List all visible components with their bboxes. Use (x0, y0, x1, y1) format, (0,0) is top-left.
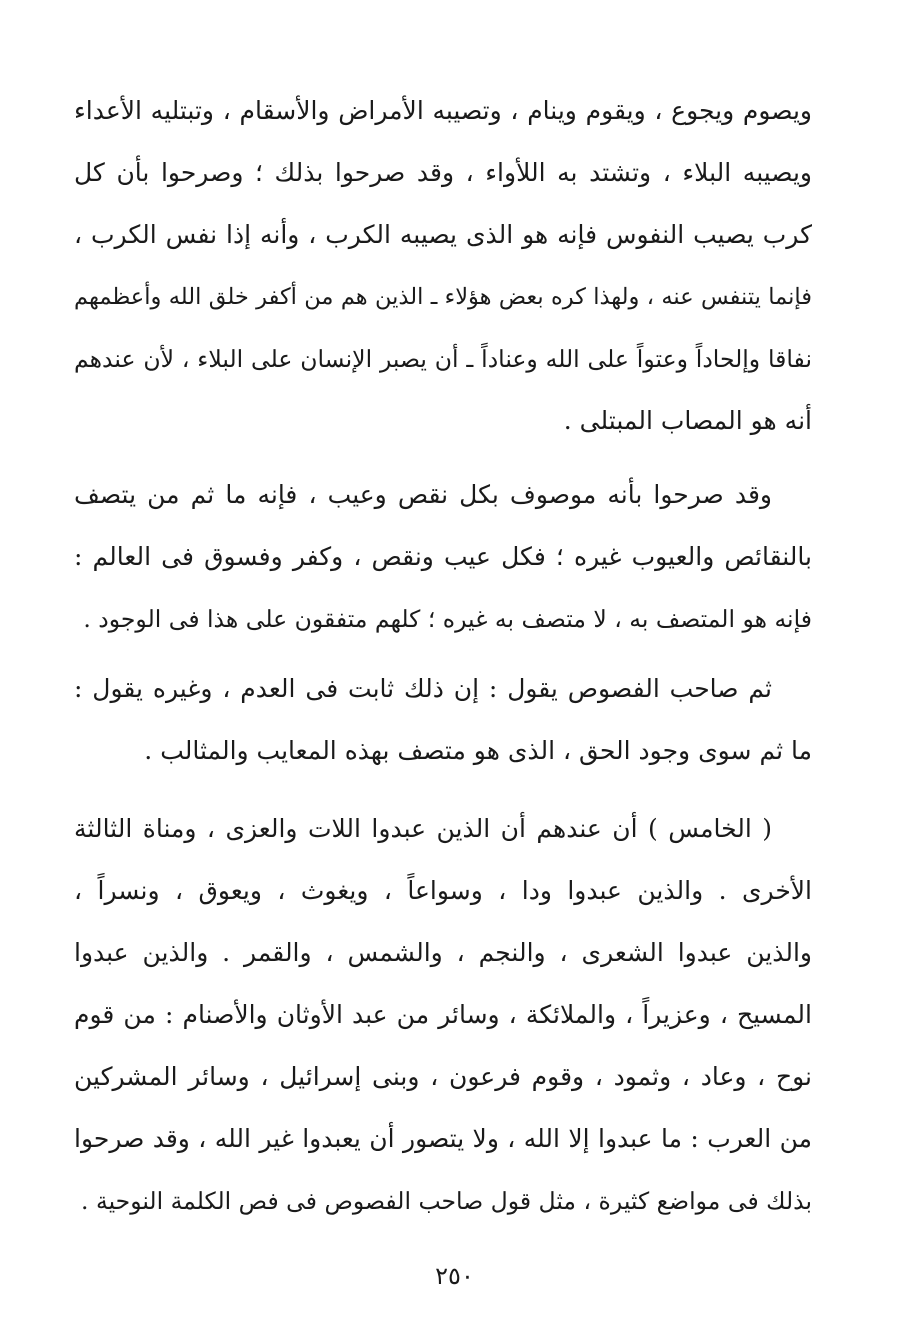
text-line: ما ثم سوى وجود الحق ، الذى هو متصف بهذه المعايب والمثالب . (144, 736, 812, 765)
text-line: بذلك فى مواضع كثيرة ، مثل قول صاحب الفصوص فى فص الكلمة النوحية . (81, 1187, 812, 1215)
text-line: نفاقا وإلحاداً وعتواً على الله وعناداً ـ أن يصبر الإنسان على البلاء ، لأن عندهم (74, 345, 812, 373)
text-line: نوح ، وعاد ، وثمود ، وقوم فرعون ، وبنى إسرائيل ، وسائر المشركين (74, 1062, 812, 1091)
text-line: ثم صاحب الفصوص يقول : إن ذلك ثابت فى العدم ، وغيره يقول : (74, 674, 772, 703)
text-line: ويصيبه البلاء ، وتشتد به اللأواء ، وقد صرحوا بذلك ؛ وصرحوا بأن كل (74, 158, 812, 187)
text-line: من العرب : ما عبدوا إلا الله ، ولا يتصور أن يعبدوا غير الله ، وقد صرحوا (74, 1124, 812, 1153)
text-line: فإنما يتنفس عنه ، ولهذا كره بعض هؤلاء ـ الذين هم من أكفر خلق الله وأعظمهم (74, 284, 812, 310)
text-line: أنه هو المصاب المبتلى . (563, 406, 812, 435)
text-line: وقد صرحوا بأنه موصوف بكل نقص وعيب ، فإنه ما ثم من يتصف (74, 480, 772, 509)
paragraph-2 (74, 464, 812, 650)
page-number: ٢٥٠ (435, 1262, 474, 1290)
text-line: المسيح ، وعزيراً ، والملائكة ، وسائر من عبد الأوثان والأصنام : من قوم (74, 1000, 812, 1029)
text-line: والذين عبدوا الشعرى ، والنجم ، والشمس ، والقمر . والذين عبدوا (74, 938, 812, 967)
paragraph-4 (74, 798, 812, 1232)
text-line: الأخرى . والذين عبدوا ودا ، وسواعاً ، ويغوث ، ويعوق ، ونسراً ، (74, 876, 812, 905)
text-line: فإنه هو المتصف به ، لا متصف به غيره ؛ كلهم متفقون على هذا فى الوجود . (83, 605, 812, 633)
text-line: ( الخامس ) أن عندهم أن الذين عبدوا اللات والعزى ، ومناة الثالثة (74, 814, 772, 843)
paragraph-3 (74, 658, 812, 782)
paragraph-1 (74, 80, 812, 452)
text-line: كرب يصيب النفوس فإنه هو الذى يصيبه الكرب ، وأنه إذا نفس الكرب ، (74, 220, 812, 249)
text-line: بالنقائص والعيوب غيره ؛ فكل عيب ونقص ، وكفر وفسوق فى العالم : (74, 542, 812, 571)
text-line: ويصوم ويجوع ، ويقوم وينام ، وتصيبه الأمراض والأسقام ، وتبتليه الأعداء (74, 96, 812, 125)
